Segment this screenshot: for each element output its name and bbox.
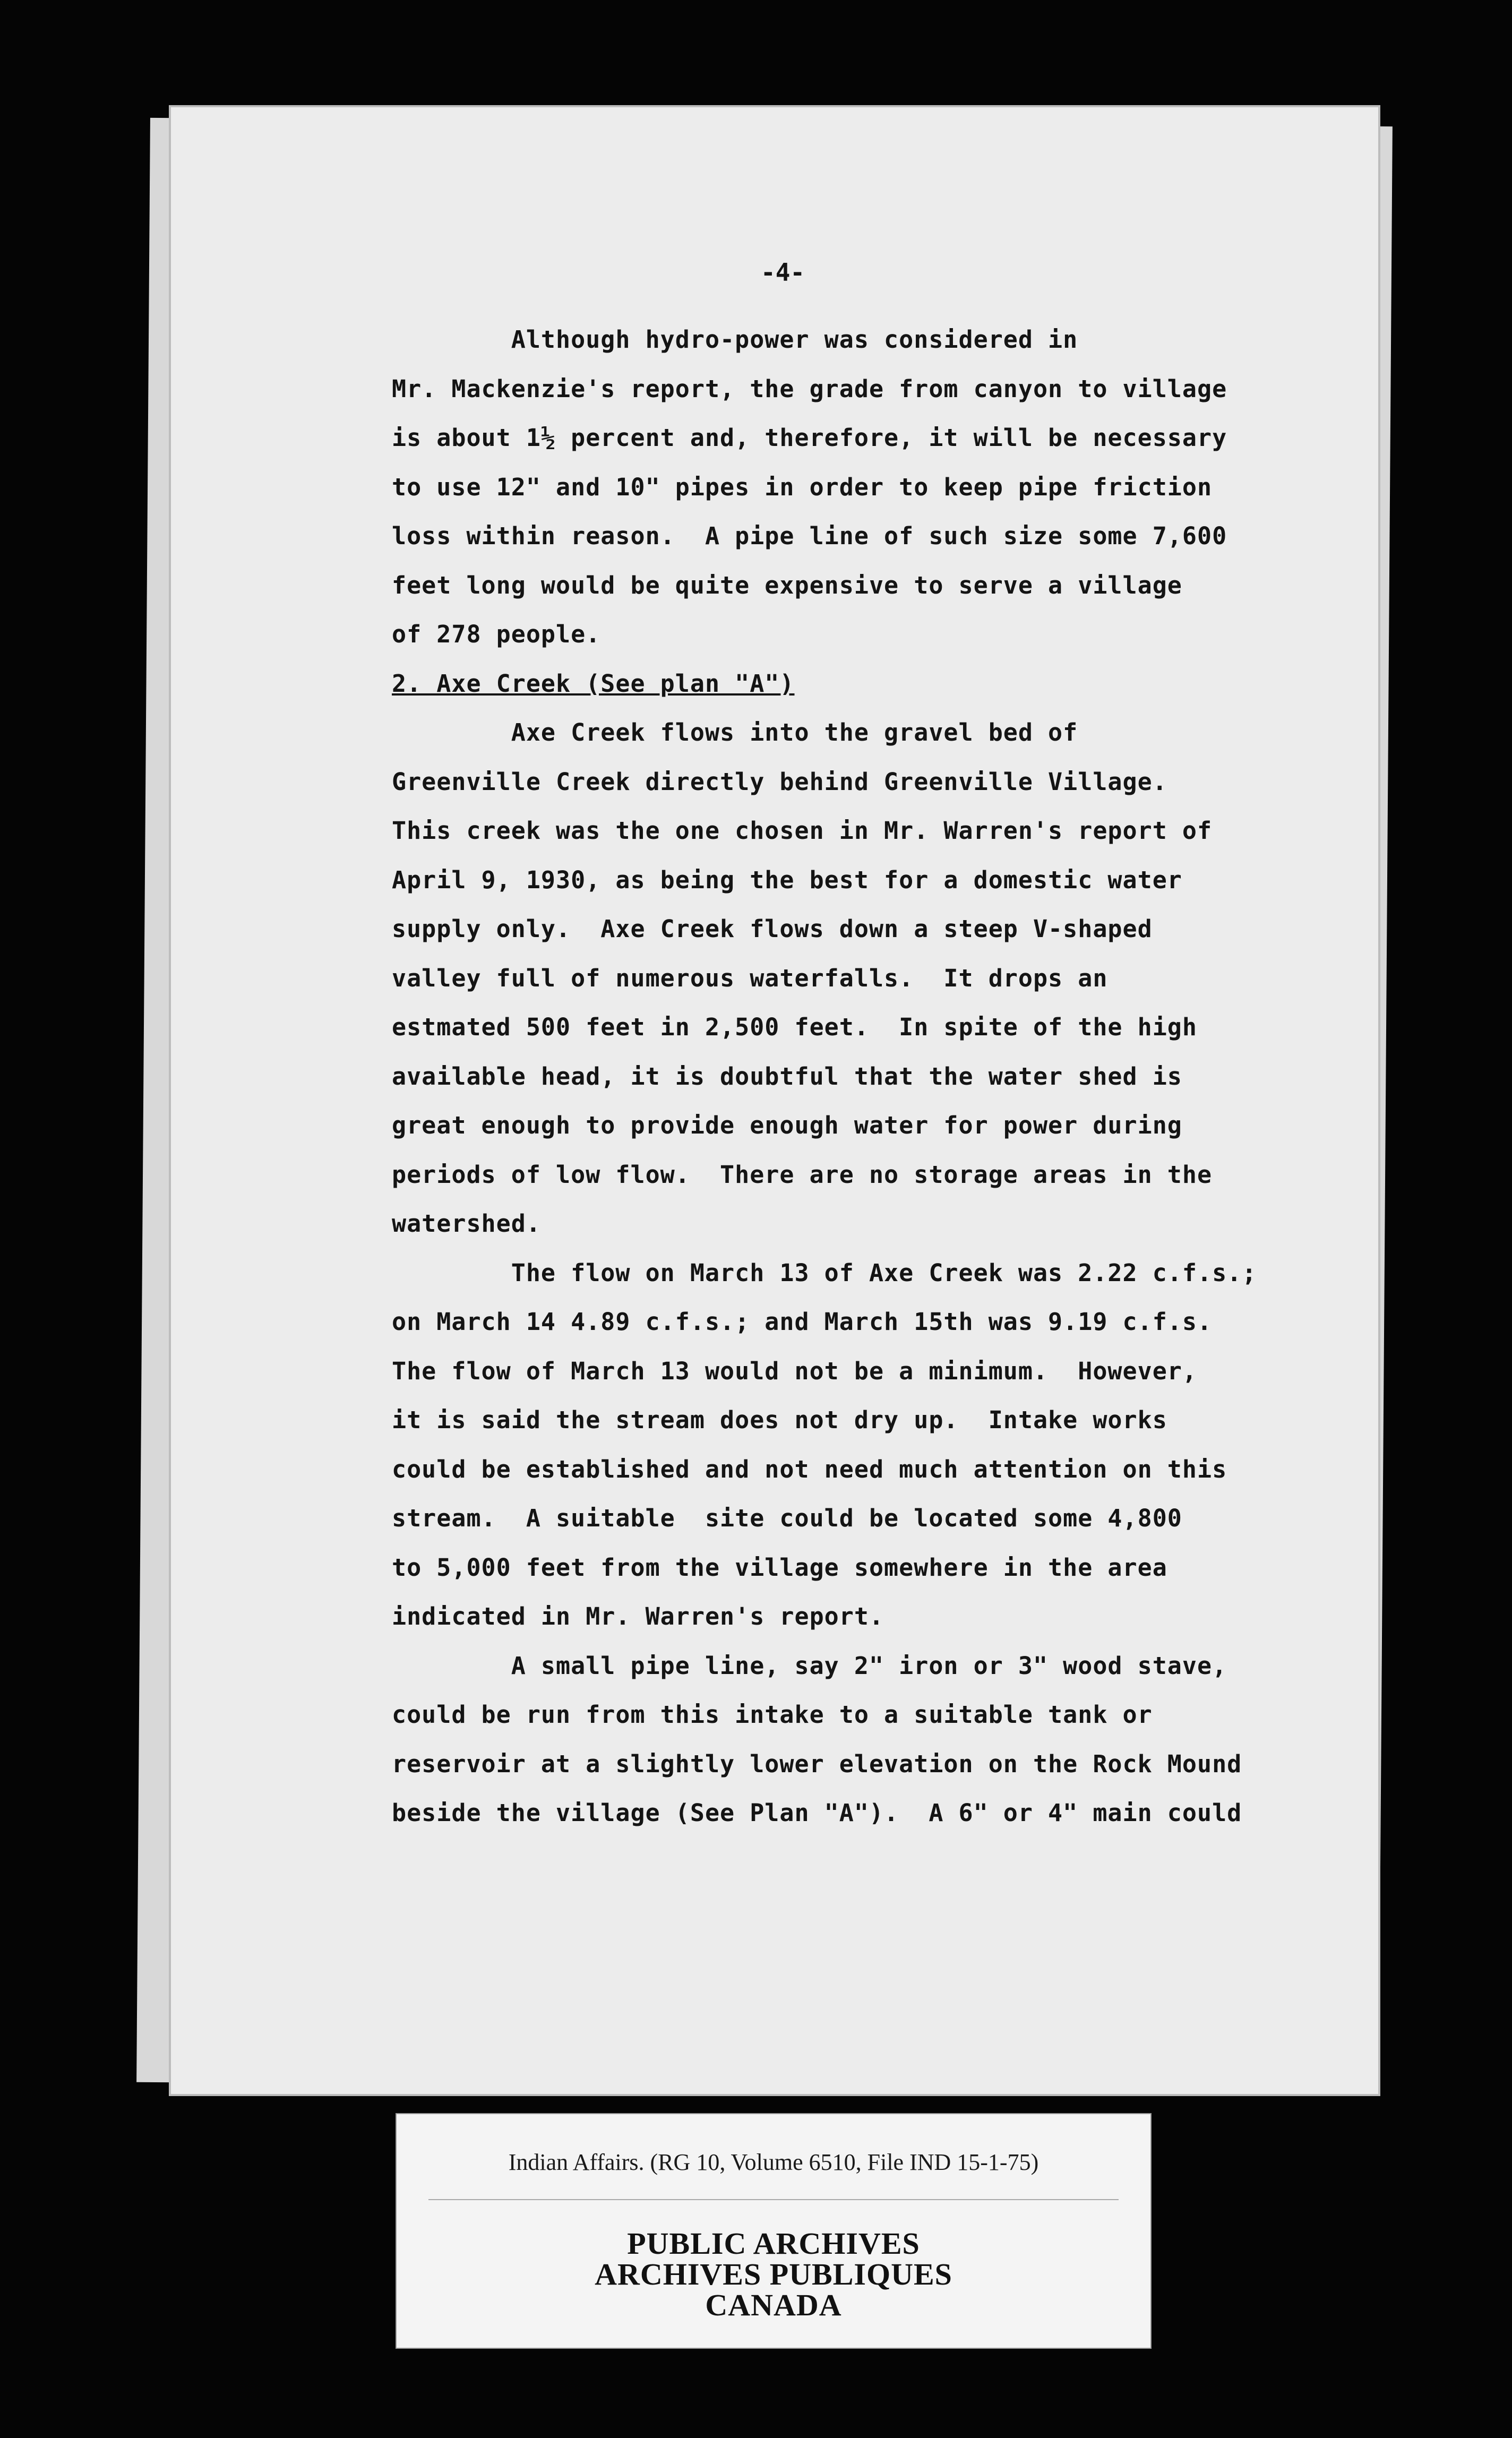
- text-line: on March 14 4.89 c.f.s.; and March 15th was 9.19 c.f.s.: [392, 1308, 1213, 1336]
- text-line: stream. A suitable site could be located some 4,800: [392, 1504, 1182, 1532]
- text-line: supply only. Axe Creek flows down a steep V-shaped: [392, 915, 1153, 943]
- text-line: valley full of numerous waterfalls. It drops an: [392, 964, 1108, 992]
- text-line: feet long would be quite expensive to serve a village: [392, 571, 1182, 599]
- text-line: The flow on March 13 of Axe Creek was 2.22 c.f.s.;: [392, 1259, 1257, 1287]
- text-line: beside the village (See Plan "A"). A 6" or 4" main could: [392, 1799, 1242, 1827]
- text-line: could be established and not need much attention on this: [392, 1455, 1227, 1483]
- text-line: is about 1½ percent and, therefore, it will be necessary: [392, 424, 1227, 452]
- text-line: of 278 people.: [392, 620, 601, 648]
- text-line: available head, it is doubtful that the water shed is: [392, 1062, 1182, 1091]
- page-number: -4-: [761, 258, 805, 287]
- label-divider: [428, 2199, 1119, 2200]
- text-line: indicated in Mr. Warren's report.: [392, 1602, 884, 1630]
- document-page: [169, 105, 1380, 2096]
- text-line: watershed.: [392, 1209, 541, 1238]
- text-line: Axe Creek flows into the gravel bed of: [392, 718, 1078, 746]
- archive-reference: Indian Affairs. (RG 10, Volume 6510, File IND 15-1-75): [508, 2149, 1039, 2175]
- text-line: A small pipe line, say 2" iron or 3" wood stave,: [392, 1652, 1227, 1680]
- text-line: Mr. Mackenzie's report, the grade from canyon to village: [392, 375, 1227, 403]
- text-line: could be run from this intake to a suitable tank or: [392, 1701, 1153, 1729]
- text-line: great enough to provide enough water for power during: [392, 1111, 1182, 1139]
- text-line: reservoir at a slightly lower elevation on the Rock Mound: [392, 1750, 1242, 1778]
- text-line: This creek was the one chosen in Mr. Warren's report of: [392, 817, 1213, 845]
- text-line: to use 12" and 10" pipes in order to keep pipe friction: [392, 473, 1213, 501]
- text-line: estmated 500 feet in 2,500 feet. In spite of the high: [392, 1013, 1197, 1041]
- stamp-line-2: ARCHIVES PUBLIQUES: [595, 2257, 952, 2291]
- text-line: it is said the stream does not dry up. Intake works: [392, 1406, 1167, 1434]
- text-line: Although hydro-power was considered in: [392, 325, 1078, 354]
- text-line: The flow of March 13 would not be a minimum. However,: [392, 1357, 1197, 1385]
- stamp-line-1: PUBLIC ARCHIVES: [627, 2226, 920, 2261]
- stamp-line-3: CANADA: [705, 2288, 842, 2322]
- text-line: to 5,000 feet from the village somewhere in the area: [392, 1553, 1167, 1582]
- section-heading: 2. Axe Creek (See plan "A"): [392, 669, 795, 698]
- archive-label: [396, 2113, 1152, 2349]
- text-line: April 9, 1930, as being the best for a domestic water: [392, 866, 1182, 894]
- text-line: loss within reason. A pipe line of such size some 7,600: [392, 522, 1227, 550]
- text-line: Greenville Creek directly behind Greenville Village.: [392, 768, 1167, 796]
- text-line: periods of low flow. There are no storage areas in the: [392, 1161, 1213, 1189]
